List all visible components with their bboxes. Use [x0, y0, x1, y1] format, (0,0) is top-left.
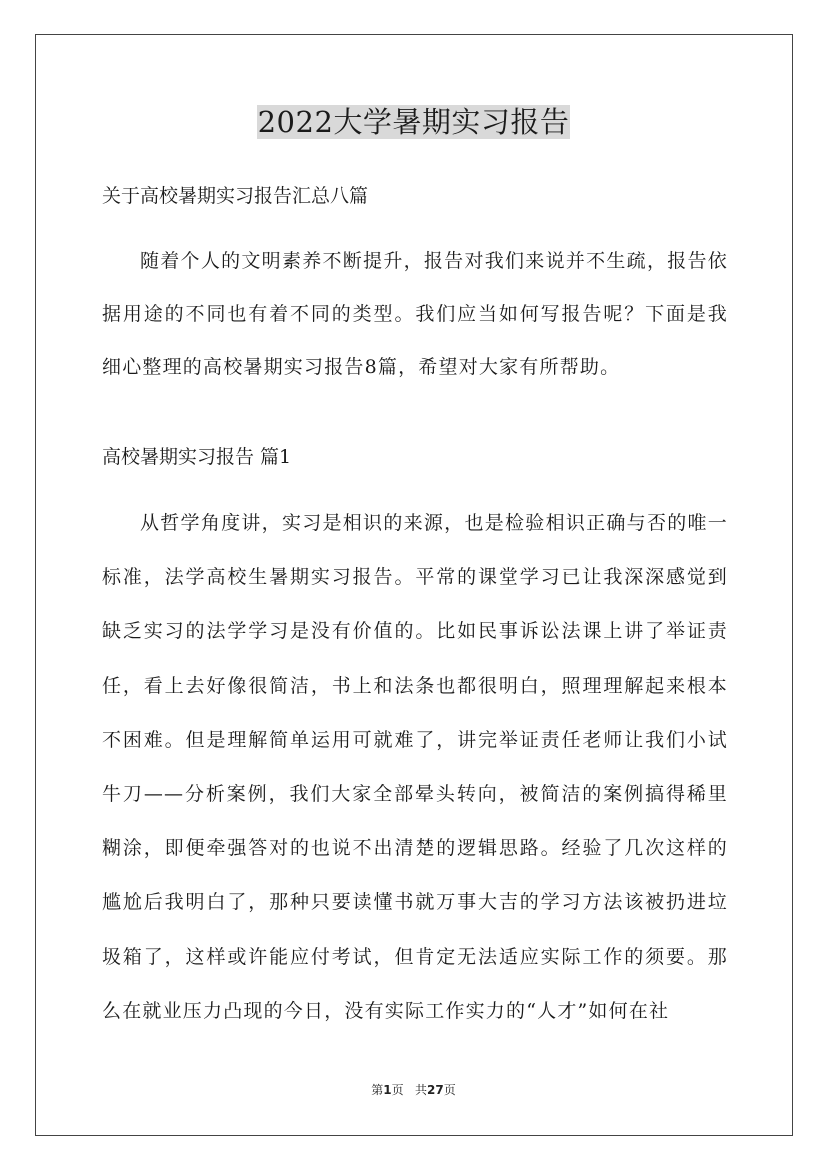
paragraph-spacer [102, 394, 728, 437]
page-footer [0, 1081, 827, 1098]
current-page-number: 1 [383, 1083, 392, 1097]
section-paragraph: 从哲学角度讲，实习是相识的来源，也是检验相识正确与否的唯一标准，法学高校生暑期实习报告。平常的课堂学习已让我深深感觉到缺乏实习的法学学习是没有价值的。比如民事诉讼法课上讲了举证责任，看上去好像很简洁，书上和法条也都很明白，照理理解起来根本不困难。但是理解简单运用可就难了，讲完举证责任老师让我们小试牛刀——分析案例，我们大家全部晕头转向，被简洁的案例搞得稀里糊涂，即便牵强答对的也说不出清楚的逻辑思路。经验了几次这样的尴尬后我明白了，那种只要读懂书就万事大吉的学习方法该被扔进垃圾箱了，这样或许能应付考试，但肯定无法适应实际工作的须要。那么在就业压力凸现的今日，没有实际工作实力的“人才”如何在社 [102, 512, 728, 1022]
intro-paragraph: 随着个人的文明素养不断提升，报告对我们来说并不生疏，报告依据用途的不同也有着不同的类型。我们应当如何写报告呢？下面是我细心整理的高校暑期实习报告8篇，希望对大家有所帮助。 [102, 250, 728, 378]
section-heading: 高校暑期实习报告 篇1 [102, 446, 292, 468]
page-prefix: 第 [371, 1083, 384, 1097]
document-title [0, 100, 827, 144]
document-subtitle: 关于高校暑期实习报告汇总八篇 [102, 185, 369, 207]
total-page-number: 27 [427, 1083, 444, 1097]
document-title-text: 2022大学暑期实习报告 [257, 105, 570, 139]
document-body [102, 176, 728, 1038]
page-mid-label: 页 共 [391, 1083, 428, 1097]
page-suffix: 页 [443, 1083, 456, 1097]
